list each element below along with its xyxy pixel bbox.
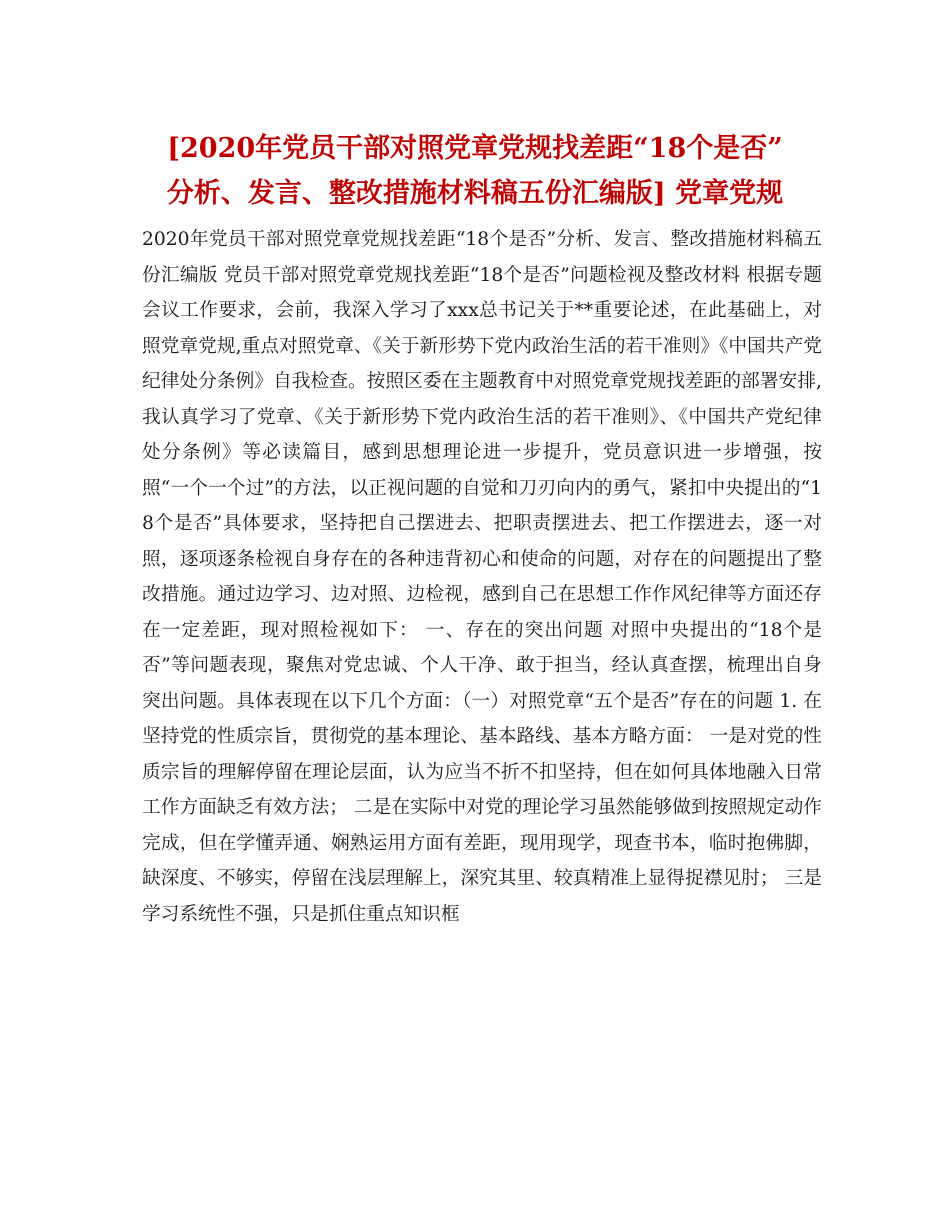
document-title-line-2: 分析、发言、整改措施材料稿五份汇编版] 党章党规 [166, 178, 784, 209]
document-body-text: 2020年党员干部对照党章党规找差距“18个是否”分析、发言、整改措施材料稿五份汇编版 党员干部对照党章党规找差距“18个是否”问题检视及整改材料 根据专题会议工作要求，会前，我深入学习了xxx总书记关于**重要论述，在此基础上，对照党章党规,重点对照党章、《关于新形势下党内政治生活的若干准则》《中国共产党纪律处分条例》自我检查。按照区委在主题教育中对照党章党规找差距的部署安排,我认真学习了党章、《关于新形势下党内政治生活的若干准则》、《中国共产党纪律处分条例》等必读篇目，感到思想理论进一步提升，党员意识进一步增强，按照“一个一个过”的方法，以正视问题的自觉和刀刃向内的勇气，紧扣中央提出的“18个是否”具体要求，坚持把自己摆进去、把职责摆进去、把工作摆进去，逐一对照，逐项逐条检视自身存在的各种违背初心和使命的问题，对存在的问题提出了整改措施。通过边学习、边对照、边检视，感到自己在思想工作作风纪律等方面还存在一定差距，现对照检视如下： 一、存在的突出问题 对照中央提出的“18个是否”等问题表现，聚焦对党忠诚、个人干净、敢于担当，经认真查摆，梳理出自身突出问题。具体表现在以下几个方面：（一）对照党章“五个是否”存在的问题 1. 在坚持党的性质宗旨，贯彻党的基本理论、基本路线、基本方略方面： 一是对党的性质宗旨的理解停留在理论层面，认为应当不折不扣坚持，但在如何具体地融入日常工作方面缺乏有效方法； 二是在实际中对党的理论学习虽然能够做到按照规定动作完成，但在学懂弄通、娴熟运用方面有差距，现用现学，现查书本，临时抱佛脚，缺深度、不够实，停留在浅层理解上，深究其里、较真精准上显得捉襟见肘； 三是学习系统性不强，只是抓住重点知识框 [142, 229, 822, 925]
document-title-line-1: [2020年党员干部对照党章党规找差距“18个是否” [167, 133, 783, 164]
